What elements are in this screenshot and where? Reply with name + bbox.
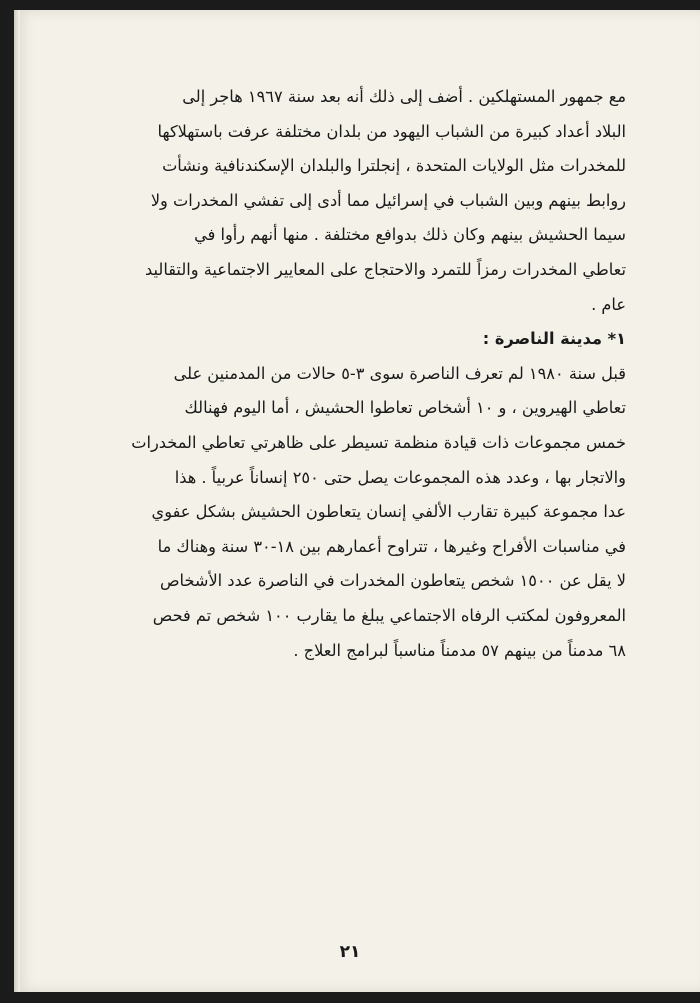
text-line: تعاطي الهيروين ، و ١٠ أشخاص تعاطوا الحشيش ، أما اليوم فهنالك bbox=[184, 398, 626, 418]
text-line: ٦٨ مدمناً من بينهم ٥٧ مدمناً مناسباً لبرامج العلاج . bbox=[293, 640, 626, 660]
text-line: البلاد أعداد كبيرة من الشباب اليهود من بلدان مختلفة عرفت باستهلاكها bbox=[157, 121, 626, 141]
text-line: عام . bbox=[591, 294, 626, 314]
section-heading: ١* مدينة الناصرة : bbox=[482, 329, 626, 349]
text-line: عدا مجموعة كبيرة تقارب الألفي إنسان يتعاطون الحشيش بشكل عفوي bbox=[151, 502, 626, 522]
text-line: خمس مجموعات ذات قيادة منظمة تسيطر على ظاهرتي تعاطي المخدرات bbox=[131, 432, 626, 452]
page-binding-edge bbox=[14, 10, 20, 992]
text-line: مع جمهور المستهلكين . أضف إلى ذلك أنه بعد سنة ١٩٦٧ هاجر إلى bbox=[182, 87, 626, 106]
text-line: المعروفون لمكتب الرفاه الاجتماعي يبلغ ما يقارب ١٠٠ شخص تم فحص bbox=[152, 605, 626, 625]
page-number: ٢١ bbox=[339, 942, 361, 962]
body-text bbox=[86, 80, 626, 668]
text-line: لا يقل عن ١٥٠٠ شخص يتعاطون المخدرات في الناصرة عدد الأشخاص bbox=[159, 571, 626, 591]
text-line: قبل سنة ١٩٨٠ لم تعرف الناصرة سوى ٣-٥ حالات من المدمنين على bbox=[173, 363, 626, 383]
text-line: في مناسبات الأفراح وغيرها ، تتراوح أعمارهم بين ١٨-٣٠ سنة وهناك ما bbox=[157, 536, 626, 556]
text-line: للمخدرات مثل الولايات المتحدة ، إنجلترا والبلدان الإسكندنافية ونشأت bbox=[162, 156, 626, 176]
text-line: سيما الحشيش بينهم وكان ذلك بدوافع مختلفة . منها أنهم رأوا في bbox=[194, 225, 626, 245]
text-line: والاتجار بها ، وعدد هذه المجموعات يصل حتى ٢٥٠ إنساناً عربياً . هذا bbox=[174, 467, 626, 487]
text-line: روابط بينهم وبين الشباب في إسرائيل مما أدى إلى تفشي المخدرات ولا bbox=[150, 190, 626, 210]
text-line: تعاطي المخدرات رمزاً للتمرد والاحتجاج على المعايير الاجتماعية والتقاليد bbox=[145, 259, 626, 279]
